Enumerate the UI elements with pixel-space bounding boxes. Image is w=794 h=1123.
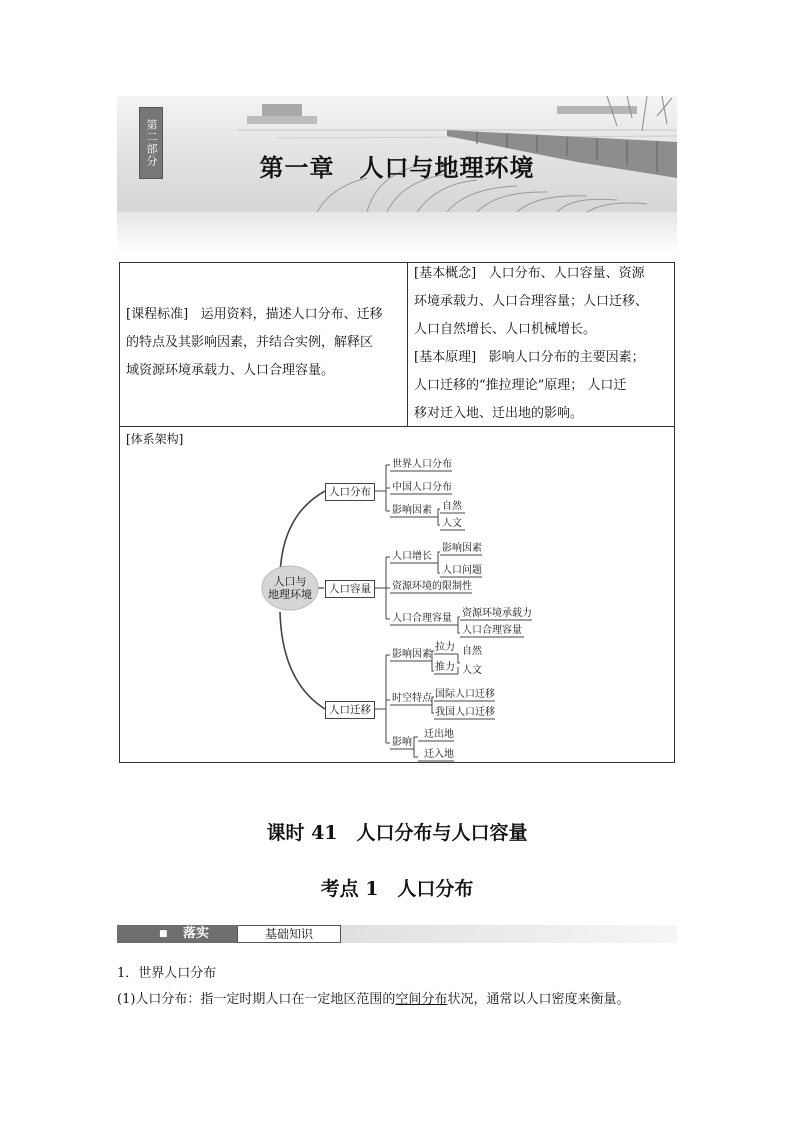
concept-principle-cell xyxy=(414,260,672,428)
body-heading-1: 1．世界人口分布 xyxy=(117,966,217,981)
node-origin: 迁出地 xyxy=(424,729,454,740)
node-population-growth: 人口增长 xyxy=(392,551,432,562)
node-reasonable-capacity: 人口合理容量 xyxy=(392,613,452,624)
point-title: 考点 1 人口分布 xyxy=(320,878,474,900)
course-standard-line-3: 域资源环境承载力、人口合理容量。 xyxy=(126,363,335,378)
framework-tag: [体系架构] xyxy=(126,432,184,446)
chapter-title: 第一章 人口与地理环境 xyxy=(259,154,535,182)
node-migration-natural: 自然 xyxy=(462,646,482,657)
node-world-distribution: 世界人口分布 xyxy=(392,459,452,470)
node-capacity: 人口容量 xyxy=(325,580,375,598)
standards-table xyxy=(119,262,675,763)
node-domestic-migration: 我国人口迁移 xyxy=(435,707,495,718)
node-push: 推力 xyxy=(435,662,455,673)
square-bullet-icon: ■ xyxy=(159,929,168,939)
item1-underline-term: 空间分布 xyxy=(395,992,448,1007)
node-spatiotemporal: 时空特点 xyxy=(392,693,432,704)
node-migration: 人口迁移 xyxy=(325,701,375,719)
body-item-1 xyxy=(117,990,687,1010)
node-resource-limit: 资源环境的限制性 xyxy=(392,581,472,592)
item1-suffix: 状况，通常以人口密度来衡量。 xyxy=(447,992,630,1007)
banner-fade xyxy=(117,212,677,254)
node-migration-human: 人文 xyxy=(462,665,482,676)
node-carrying-capacity: 资源环境承载力 xyxy=(462,608,532,619)
root-node xyxy=(260,575,320,601)
basic-principle-line-2: 人口迁移的“推拉理论”原理； 人口迁 xyxy=(414,378,627,393)
node-distribution-natural: 自然 xyxy=(442,501,462,512)
part-label-tab: 第二部分 xyxy=(139,107,163,179)
basic-concept-tag: [基本概念] xyxy=(414,266,477,281)
node-china-distribution: 中国人口分布 xyxy=(392,482,452,493)
node-distribution-human: 人文 xyxy=(442,518,462,529)
course-standard-cell xyxy=(126,301,402,385)
node-distribution-factors: 影响因素 xyxy=(392,505,432,516)
mind-map xyxy=(120,427,674,763)
basic-principle-tag: [基本原理] xyxy=(414,350,477,365)
basic-principle-line-1: 影响人口分布的主要因素； xyxy=(488,350,645,365)
section-label-dark xyxy=(117,925,237,943)
lesson-title: 课时 41 人口分布与人口容量 xyxy=(266,822,528,844)
basic-concept-line-3: 人口自然增长、人口机械增长。 xyxy=(414,322,597,337)
node-international-migration: 国际人口迁移 xyxy=(435,689,495,700)
node-destination: 迁入地 xyxy=(424,749,454,760)
mind-map-connectors xyxy=(120,427,674,763)
course-standard-tag: [课程标准] xyxy=(126,307,189,322)
item1-prefix: (1)人口分布：指一定时期人口在一定地区范围的 xyxy=(117,992,396,1007)
node-pull: 拉力 xyxy=(435,642,455,653)
table-divider-vertical xyxy=(407,263,408,426)
course-standard-line-2: 的特点及其影响因素，并结合实例，解释区 xyxy=(126,335,374,350)
node-growth-factors: 影响因素 xyxy=(442,543,482,554)
basic-concept-line-1: 人口分布、人口容量、资源 xyxy=(488,266,645,281)
section-dark-text: 落实 xyxy=(183,926,210,941)
basic-concept-line-2: 环境承载力、人口合理容量；人口迁移、 xyxy=(414,294,649,309)
root-node-line-1: 人口与 xyxy=(273,575,307,588)
basic-principle-line-3: 移对迁入地、迁出地的影响。 xyxy=(414,406,584,421)
node-impact: 影响 xyxy=(392,737,412,748)
section-label-light: 基础知识 xyxy=(237,925,341,943)
root-node-line-2: 地理环境 xyxy=(268,588,312,601)
node-distribution: 人口分布 xyxy=(325,483,375,501)
node-reasonable-capacity-sub: 人口合理容量 xyxy=(462,625,522,636)
node-growth-problems: 人口问题 xyxy=(442,565,482,576)
course-standard-line-1: 运用资料，描述人口分布、迁移 xyxy=(200,307,383,322)
node-migration-factors: 影响因素 xyxy=(392,649,432,660)
